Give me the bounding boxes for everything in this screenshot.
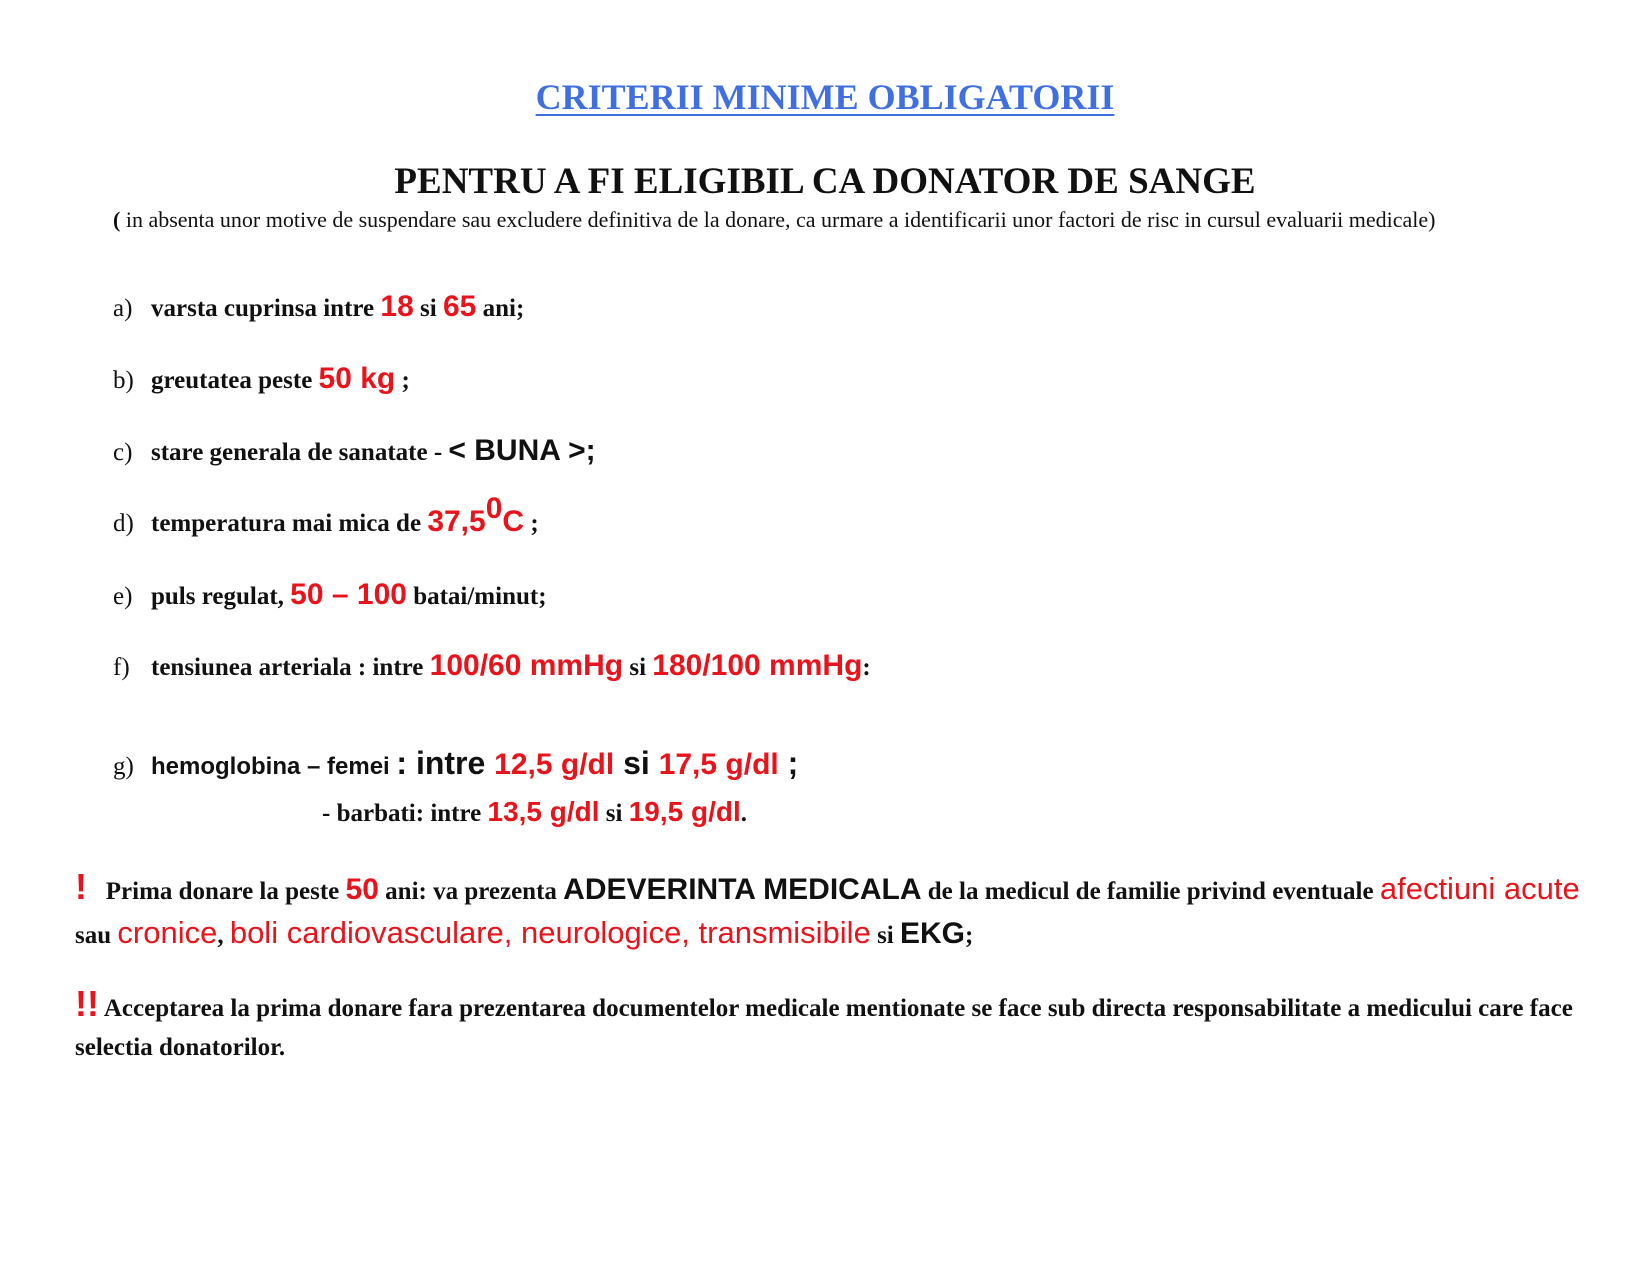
criterion-label: greutatea peste: [151, 367, 319, 394]
criterion-connector: si: [623, 654, 653, 681]
criterion-letter: c): [113, 439, 133, 466]
condition-chronic: cronice: [117, 915, 218, 950]
criterion-letter: g): [113, 753, 134, 780]
note-text: ,: [217, 922, 230, 949]
criterion-connector: si: [413, 295, 443, 322]
note-text: si: [870, 922, 900, 949]
hb-men-max-value: 19,5 g/dl: [628, 796, 741, 827]
degree-superscript: 0: [485, 492, 503, 525]
criterion-label: puls regulat,: [151, 583, 291, 610]
document-subtitle: PENTRU A FI ELIGIBIL CA DONATOR DE SANGE: [394, 161, 1256, 202]
temperature-unit: C: [502, 505, 525, 538]
weight-value: 50 kg: [318, 362, 396, 395]
condition-diseases: boli cardiovasculare, neurologice, transmisibile: [229, 915, 871, 950]
criterion-label: varsta cuprinsa intre: [151, 295, 381, 322]
hb-women-max-value: 17,5 g/dl: [658, 748, 779, 781]
criterion-tail: .: [740, 800, 748, 827]
criterion-pulse: [113, 578, 547, 612]
criterion-hemoglobin-women: [113, 745, 798, 782]
criterion-letter: e): [113, 583, 133, 610]
bp-max-value: 180/100 mmHg: [652, 649, 863, 682]
responsibility-note: [75, 983, 1585, 1069]
document-title: CRITERII MINIME OBLIGATORII: [535, 77, 1115, 117]
criterion-letter: a): [113, 295, 133, 322]
criterion-health: [113, 434, 596, 468]
ekg-label: EKG: [900, 917, 966, 950]
hb-men-min-value: 13,5 g/dl: [487, 796, 600, 827]
note-text: sau: [75, 922, 118, 949]
age-max-value: 65: [442, 290, 477, 323]
criterion-letter: d): [113, 510, 134, 537]
note-text: ani: va prezenta: [378, 878, 564, 905]
criterion-blood-pressure: [113, 649, 871, 683]
health-value: < BUNA >;: [448, 434, 596, 467]
double-exclamation-mark: !!: [75, 983, 99, 1024]
criterion-letter: b): [113, 367, 134, 394]
temperature-value: 37,5: [427, 505, 486, 538]
intro-paragraph: [75, 206, 1575, 234]
criterion-connector: si: [599, 800, 629, 827]
note-text: de la medicul de familie privind eventuale: [921, 878, 1380, 905]
criterion-label: stare generala de sanatate -: [151, 439, 449, 466]
note-text: Prima donare la peste: [105, 878, 346, 905]
criterion-tail: :: [862, 654, 871, 681]
criterion-temperature: [113, 492, 539, 539]
first-donation-note: [75, 868, 1585, 958]
criterion-connector: si: [614, 745, 659, 781]
age-min-value: 18: [380, 290, 414, 323]
criterion-connector: : intre: [396, 745, 495, 781]
medical-certificate-label: ADEVERINTA MEDICALA: [563, 873, 922, 906]
criterion-weight: [113, 362, 410, 396]
hb-women-min-value: 12,5 g/dl: [494, 748, 615, 781]
criterion-tail: ani;: [476, 295, 525, 322]
criterion-letter: f): [113, 654, 130, 681]
age-threshold-value: 50: [345, 873, 379, 906]
criterion-age: [113, 290, 524, 324]
exclamation-mark: !: [75, 866, 87, 907]
criterion-label: temperatura mai mica de: [151, 510, 428, 537]
criterion-hemoglobin-men: [322, 796, 747, 828]
intro-open-paren: (: [113, 207, 121, 232]
note-text: Acceptarea la prima donare fara prezentarea documentelor medicale mentionate se face sub directa responsabilitate a medicului care face selectia donatorilor.: [75, 995, 1573, 1061]
criterion-tail: batai/minut;: [406, 583, 547, 610]
criterion-label: hemoglobina – femei: [151, 753, 397, 780]
criterion-tail: ;: [524, 510, 539, 537]
condition-acute: afectiuni acute: [1379, 871, 1580, 906]
criterion-tail: ;: [395, 367, 410, 394]
criterion-tail: ;: [778, 745, 799, 781]
bp-min-value: 100/60 mmHg: [429, 649, 624, 682]
note-text: ;: [965, 922, 974, 949]
criterion-label: tensiunea arteriala : intre: [151, 654, 430, 681]
criterion-label: - barbati: intre: [322, 800, 488, 827]
pulse-range-value: 50 – 100: [290, 578, 407, 611]
intro-text: in absenta unor motive de suspendare sau excludere definitiva de la donare, ca urmare a identificarii unor factori de risc in cursul evaluarii medicale): [120, 207, 1436, 232]
